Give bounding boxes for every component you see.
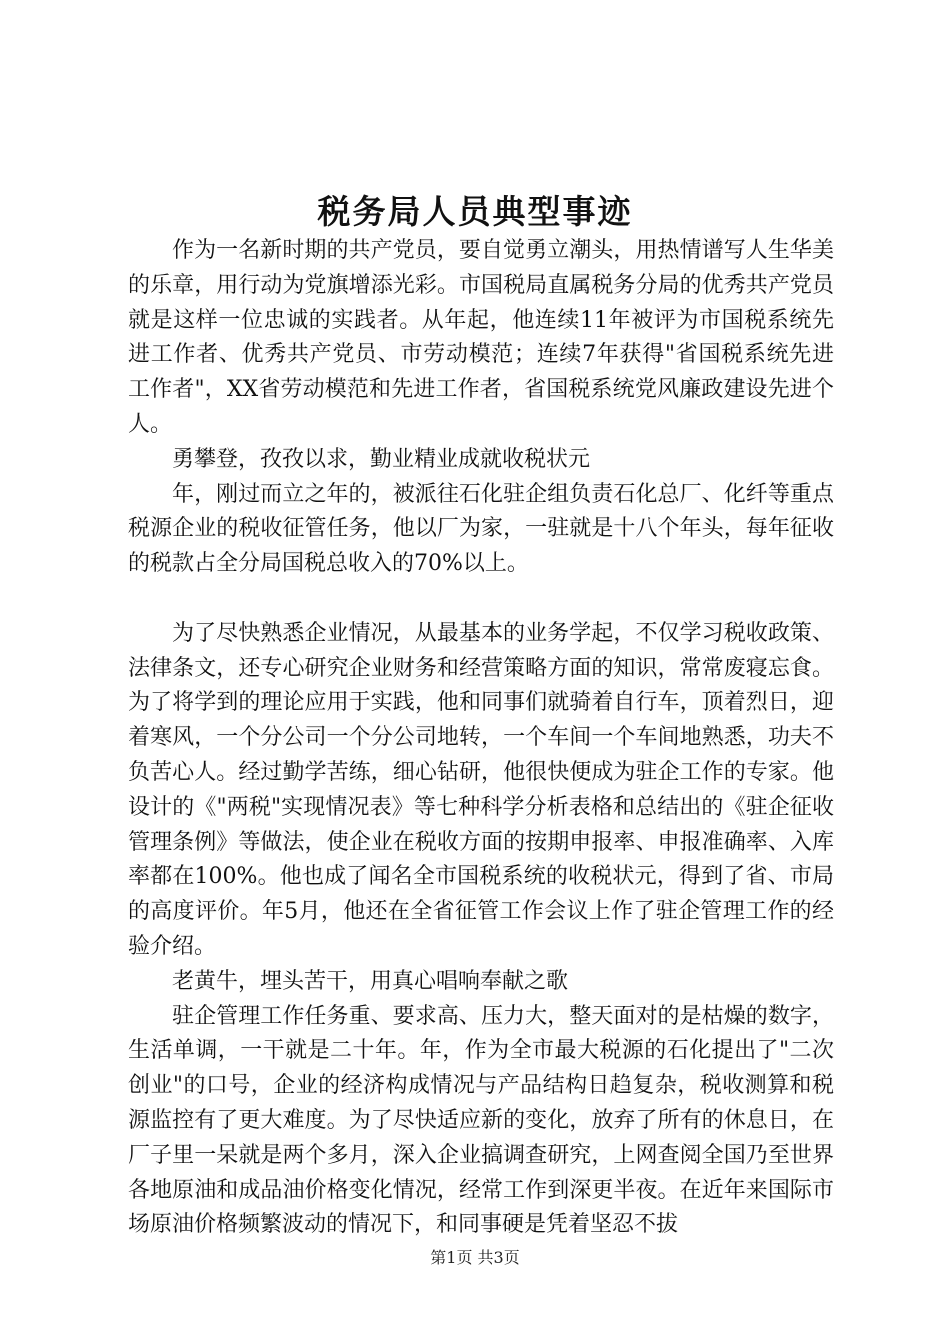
paragraph-dedication: 驻企管理工作任务重、要求高、压力大，整天面对的是枯燥的数字，生活单调，一干就是二十年。年，作为全市最大税源的石化提出了"二次创业"的口号，企业的经济构成情况与产品结构日趋复杂，税收测算和税源监控有了更大难度。为了尽快适应新的变化，放弃了所有的休息日，在厂子里一呆就是两个多月，深入企业搞调查研究，上网查阅全国乃至世界各地原油和成品油价格变化情况，经常工作到深更半夜。在近年来国际市场原油价格频繁波动的情况下，和同事硬是凭着坚忍不拔 — [128, 1003, 834, 1238]
paragraph-assignment: 年，刚过而立之年的，被派往石化驻企组负责石化总厂、化纤等重点税源企业的税收征管任务，他以厂为家，一驻就是十八个年头，每年征收的税款占全分局国税总收入的70%以上。 — [128, 481, 834, 577]
document-title: 税务局人员典型事迹 — [317, 192, 633, 231]
section-heading-1: 勇攀登，孜孜以求，勤业精业成就收税状元 — [172, 446, 591, 472]
section-heading-2: 老黄牛，埋头苦干，用真心唱响奉献之歌 — [172, 968, 569, 994]
page-footer: 第1页 共3页 — [430, 1248, 520, 1267]
document-body — [128, 234, 834, 1243]
paragraph-learning: 为了尽快熟悉企业情况，从最基本的业务学起，不仅学习税收政策、法律条文，还专心研究企业财务和经营策略方面的知识，常常废寝忘食。为了将学到的理论应用于实践，他和同事们就骑着自行车，顶着烈日，迎着寒风，一个分公司一个分公司地转，一个车间一个车间地熟悉，功夫不负苦心人。经过勤学苦练，细心钻研，他很快便成为驻企工作的专家。他设计的《"两税"实现情况表》等七种科学分析表格和总结出的《驻企征收管理条例》等做法，使企业在税收方面的按期申报率、申报准确率、入库率都在100%。他也成了闻名全市国税系统的收税状元，得到了省、市局的高度评价。年5月，他还在全省征管工作会议上作了驻企管理工作的经验介绍。 — [128, 620, 834, 959]
paragraph-intro: 作为一名新时期的共产党员，要自觉勇立潮头，用热情谱写人生华美的乐章，用行动为党旗增添光彩。市国税局直属税务分局的优秀共产党员就是这样一位忠诚的实践者。从年起，他连续11年被评为市国税系统先进工作者、优秀共产党员、市劳动模范；连续7年获得"省国税系统先进工作者"，XX省劳动模范和先进工作者，省国税系统党风廉政建设先进个人。 — [128, 238, 834, 437]
